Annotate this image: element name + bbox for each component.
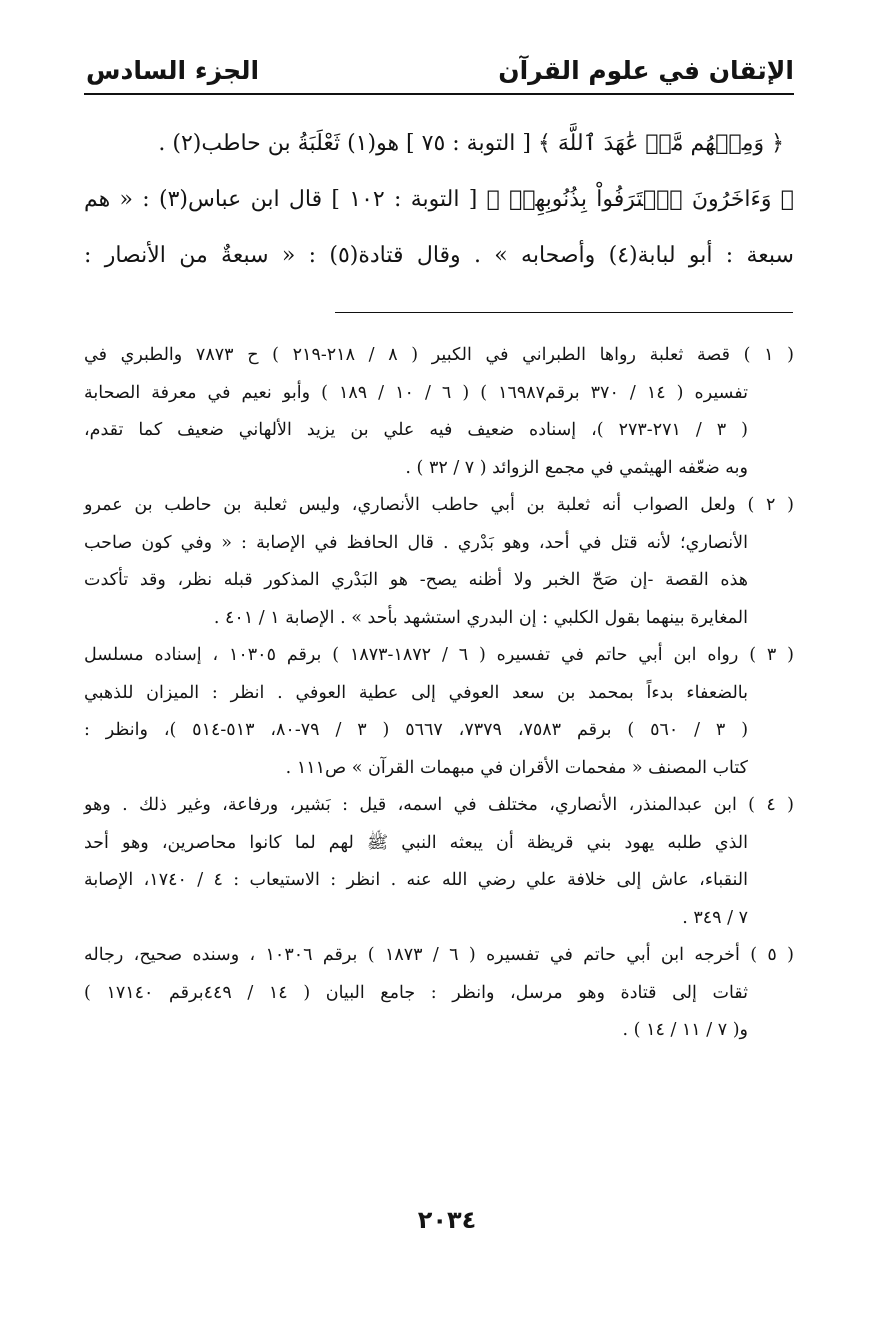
footnote-4	[84, 787, 794, 937]
main-text-line: ﴿ وَءَاخَرُونَ ٱعۡتَرَفُواْ بِذُنُوبِهِمۡ ﴾ [ التوبة : ١٠٢ ] قال ابن عباس(٣) : « هم	[84, 187, 794, 212]
footnote-line: كتاب المصنف « مفحمات الأقران في مبهمات القرآن » ص١١١ .	[285, 757, 748, 778]
footnote-line: النقباء، عاش إلى خلافة علي رضي الله عنه . انظر : الاستيعاب : ٤ / ١٧٤٠، الإصابة	[84, 870, 748, 890]
footnote-line: ( ٤ ) ابن عبدالمنذر، الأنصاري، مختلف في اسمه، قيل : بَشير، ورفاعة، وغير ذلك . وهو	[84, 795, 794, 815]
footnote-line: و( ٧ / ١١ / ١٤ ) .	[622, 1020, 748, 1040]
footnote-line: ( ١ ) قصة ثعلبة رواها الطبراني في الكبير ( ٨ / ٢١٨-٢١٩ ) ح ٧٨٧٣ والطبري في	[84, 345, 795, 365]
footnote-3	[84, 637, 794, 787]
footnote-line: الأنصاري؛ لأنه قتل في أحد، وهو بَدْري . قال الحافظ في الإصابة : « وفي كون صاحب	[84, 532, 748, 553]
part-title: الجزء السادس	[86, 55, 260, 85]
footnote-line: الذي طلبه يهود بني قريظة أن يبعثه النبي ﷺ لهم لما كانوا محاصرين، وهو أحد	[84, 832, 748, 853]
footnote-5	[84, 937, 794, 1050]
footnote-separator	[335, 312, 793, 313]
footnote-line: ( ٥ ) أخرجه ابن أبي حاتم في تفسيره ( ٦ / ١٨٧٣ ) برقم ١٠٣٠٦ ، وسنده صحيح، رجاله	[84, 945, 794, 965]
footnote-line: ( ٣ ) رواه ابن أبي حاتم في تفسيره ( ٦ / ١٨٧٢-١٨٧٣ ) برقم ١٠٣٠٥ ، إسناده مسلسل	[84, 645, 794, 665]
book-title: الإتقان في علوم القرآن	[498, 55, 794, 85]
footnote-line: ثقات إلى قتادة وهو مرسل، وانظر : جامع البيان ( ١٤ / ٤٤٩برقم ١٧١٤٠ )	[84, 982, 749, 1003]
running-header	[86, 48, 794, 92]
footnote-line: تفسيره ( ١٤ / ٣٧٠ برقم١٦٩٨٧ ) ( ٦ / ١٠ / ١٨٩ ) وأبو نعيم في معرفة الصحابة	[84, 382, 748, 403]
header-divider	[84, 93, 794, 95]
footnote-1	[84, 337, 794, 487]
main-text	[84, 116, 794, 284]
footnote-line: ٧ / ٣٤٩ .	[682, 907, 748, 928]
footnote-line: ( ٣ / ٢٧١-٢٧٣ )، إسناده ضعيف فيه علي بن يزيد الألهاني ضعيف كما تقدم،	[84, 420, 748, 440]
page-number: ٢٠٣٤	[417, 1206, 477, 1234]
footnotes	[84, 337, 794, 1050]
footnote-line: بالضعفاء بدءاً بمحمد بن سعد العوفي إلى عطية العوفي . انظر : الميزان للذهبي	[84, 682, 748, 703]
footnote-line: ( ٣ / ٥٦٠ ) برقم ٧٥٨٣، ٧٣٧٩، ٥٦٦٧ ( ٣ / ٧٩-٨٠، ٥١٣-٥١٤ )، وانظر :	[84, 720, 749, 740]
main-text-line: سبعة : أبو لبابة(٤) وأصحابه » . وقال قتادة(٥) : « سبعةٌ من الأنصار :	[84, 243, 794, 268]
footnote-line: المغايرة بينهما بقول الكلبي : إن البدري استشهد بأحد » . الإصابة ١ / ٤٠١ .	[213, 607, 748, 628]
footnote-2	[84, 487, 794, 637]
footnote-line: وبه ضعّفه الهيثمي في مجمع الزوائد ( ٧ / ٣٢ ) .	[405, 457, 748, 478]
footnote-line: هذه القصة -إن صَحّ الخبر ولا أظنه يصح- هو البَدْري المذكور قبله نظر، وقد تأكدت	[84, 570, 748, 590]
main-text-line: ﴿ وَمِنۡهُم مَّنۡ عَٰهَدَ ٱللَّهَ ﴾ [ التوبة : ٧٥ ] هو(١) ثَعْلَبَةُ بن حاطب(٢) .	[158, 131, 784, 156]
footnote-line: ( ٢ ) ولعل الصواب أنه ثعلبة بن أبي حاطب الأنصاري، وليس ثعلبة بن حاطب بن عمرو	[84, 495, 794, 515]
